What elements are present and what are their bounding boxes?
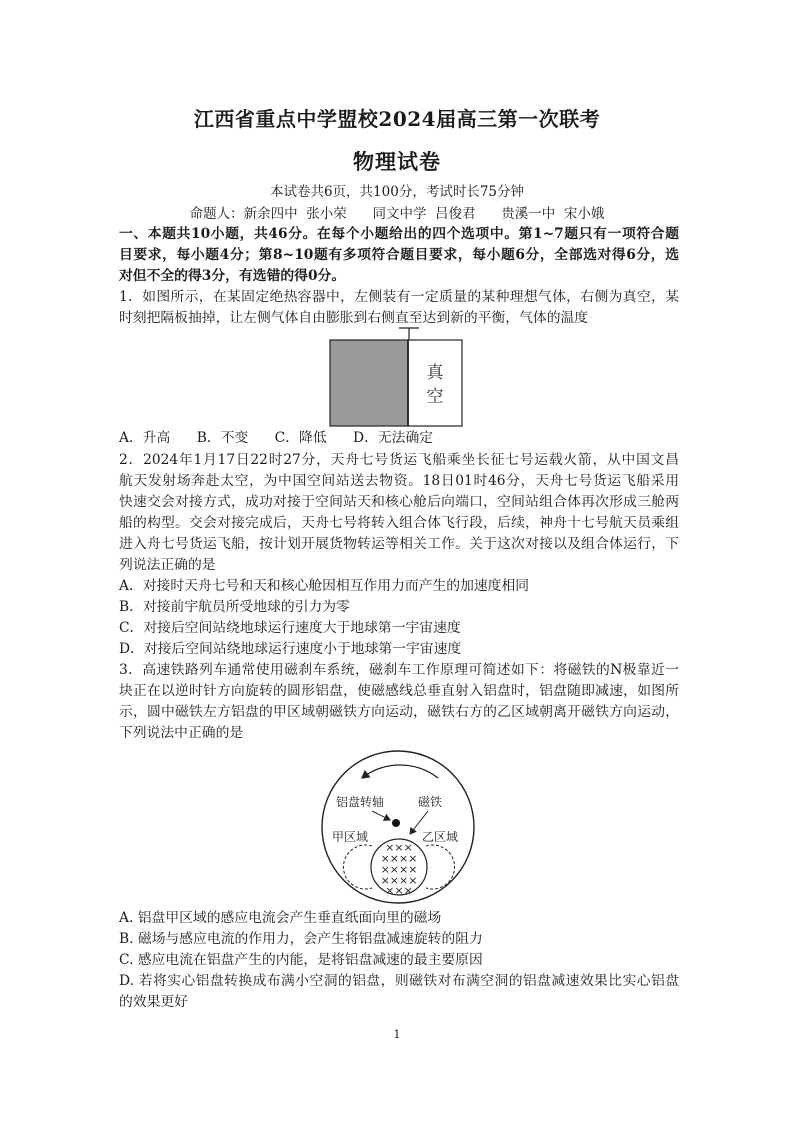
q3-stem-line-2: 块正在以逆时针方向旋转的圆形铝盘，使磁感线总垂直射入铝盘时，铝盘随即减速，如图所 (119, 683, 679, 699)
zone-b-label: 乙区域 (421, 830, 459, 844)
vacuum-region (408, 340, 462, 426)
q3-option-d-line-2: 的效果更好 (119, 994, 188, 1010)
field-row-2: ×××× (380, 852, 418, 865)
q2-stem-line-4: 船的构型。交会对接完成后，天舟七号将转入组合体飞行段，后续，神舟十七号航天员乘组 (119, 515, 679, 531)
q1-stem-line-1: 1．如图所示，在某固定绝热容器中，左侧装有一定质量的某种理想气体，右侧为真空，某 (119, 289, 679, 305)
q2-option-b: B．对接前宇航员所受地球的引力为零 (119, 599, 350, 615)
vacuum-label-top: 真 (426, 363, 444, 383)
q3-stem-line-1: 3．高速铁路列车通常使用磁刹车系统，磁刹车工作原理可简述如下：将磁铁的N极靠近一 (119, 662, 679, 678)
zone-a-label: 甲区域 (331, 830, 369, 844)
section1-line-2: 目要求，每小题4分；第8~10题有多项符合题目要求，每小题6分，全部选对得6分，选 (119, 247, 679, 263)
q3-disc-figure (310, 748, 486, 906)
q1-option-d: D．无法确定 (353, 430, 434, 446)
disc-axis (392, 819, 400, 827)
q3-stem-line-4: 下列说法中正确的是 (119, 725, 244, 741)
rotation-arrow (362, 765, 438, 778)
q3-option-b: B. 磁场与感应电流的作用力，会产生将铝盘减速旋转的阻力 (119, 931, 483, 947)
q3-option-d-line-1: D. 若将实心铝盘转换成布满小空洞的铝盘，则磁铁对布满空洞的铝盘减速效果比实心铝盘 (119, 973, 679, 989)
exam-info: 本试卷共6页，共100分，考试时长75分钟 (269, 184, 525, 200)
q2-option-d: D．对接后空间站绕地球运行速度小于地球第一宇宙速度 (119, 641, 462, 657)
q1-options (119, 428, 679, 449)
field-row-1: ××× (385, 841, 413, 854)
q3-option-c: C. 感应电流在铝盘产生的内能，是将铝盘减速的最主要原因 (119, 952, 483, 968)
exam-authors: 命题人：新余四中 张小荣 同文中学 吕俊君 贵溪一中 宋小娥 (189, 206, 605, 222)
section1-line-1: 一、本题共10小题，共46分。在每个小题给出的四个选项中。第1~7题只有一项符合题 (119, 226, 679, 242)
magnet-label: 磁铁 (417, 795, 443, 809)
q3-option-a: A. 铝盘甲区域的感应电流会产生垂直纸面向里的磁场 (119, 910, 442, 926)
q3-stem-line-3: 示，圆中磁铁左方铝盘的甲区域朝磁铁方向运动，磁铁右方的乙区域朝离开磁铁方向运动， (119, 704, 679, 720)
q1-container-figure (328, 326, 466, 430)
page-number: 1 (393, 1028, 401, 1041)
gas-region (330, 340, 408, 426)
q1-stem-line-2: 时刻把隔板抽掉，让左侧气体自由膨胀到右侧直至达到新的平衡，气体的温度 (119, 310, 589, 326)
section1-line-3: 对但不全的得3分，有选错的得0分。 (119, 268, 346, 284)
q2-stem-line-1: 2．2024年1月17日22时27分，天舟七号货运飞船乘坐长征七号运载火箭，从中国文昌 (119, 452, 679, 468)
q1-option-a: A．升高 (119, 430, 171, 446)
q1-option-c: C．降低 (274, 430, 327, 446)
exam-subtitle: 物理试卷 (353, 149, 441, 174)
q1-option-b: B．不变 (196, 430, 249, 446)
zone-a-dashed (343, 845, 372, 889)
q2-option-a: A．对接时天舟七号和天和核心舱因相互作用力而产生的加速度相同 (119, 578, 530, 594)
q2-stem-line-5: 进入舟七号货运飞船，按计划开展货物转运等相关工作。关于这次对接以及组合体运行，下 (119, 536, 679, 552)
q2-stem-line-6: 列说法正确的是 (119, 557, 216, 573)
exam-title: 江西省重点中学盟校2024届高三第一次联考 (193, 107, 601, 131)
field-row-5: ××× (385, 884, 413, 897)
q2-option-c: C．对接后空间站绕地球运行速度大于地球第一宇宙速度 (119, 620, 461, 636)
field-row-3: ×××× (380, 863, 418, 876)
vacuum-label-bottom: 空 (426, 387, 444, 407)
axis-label: 铝盘转轴 (335, 795, 385, 809)
field-row-4: ×××× (380, 874, 418, 887)
q2-stem-line-3: 快速交会对接方式，成功对接于空间站天和核心舱后向端口，空间站组合体再次形成三舱两 (119, 494, 679, 510)
q2-stem-line-2: 航天发射场奔赴太空，为中国空间站送去物资。18日01时46分，天舟七号货运飞船采用 (119, 473, 679, 489)
